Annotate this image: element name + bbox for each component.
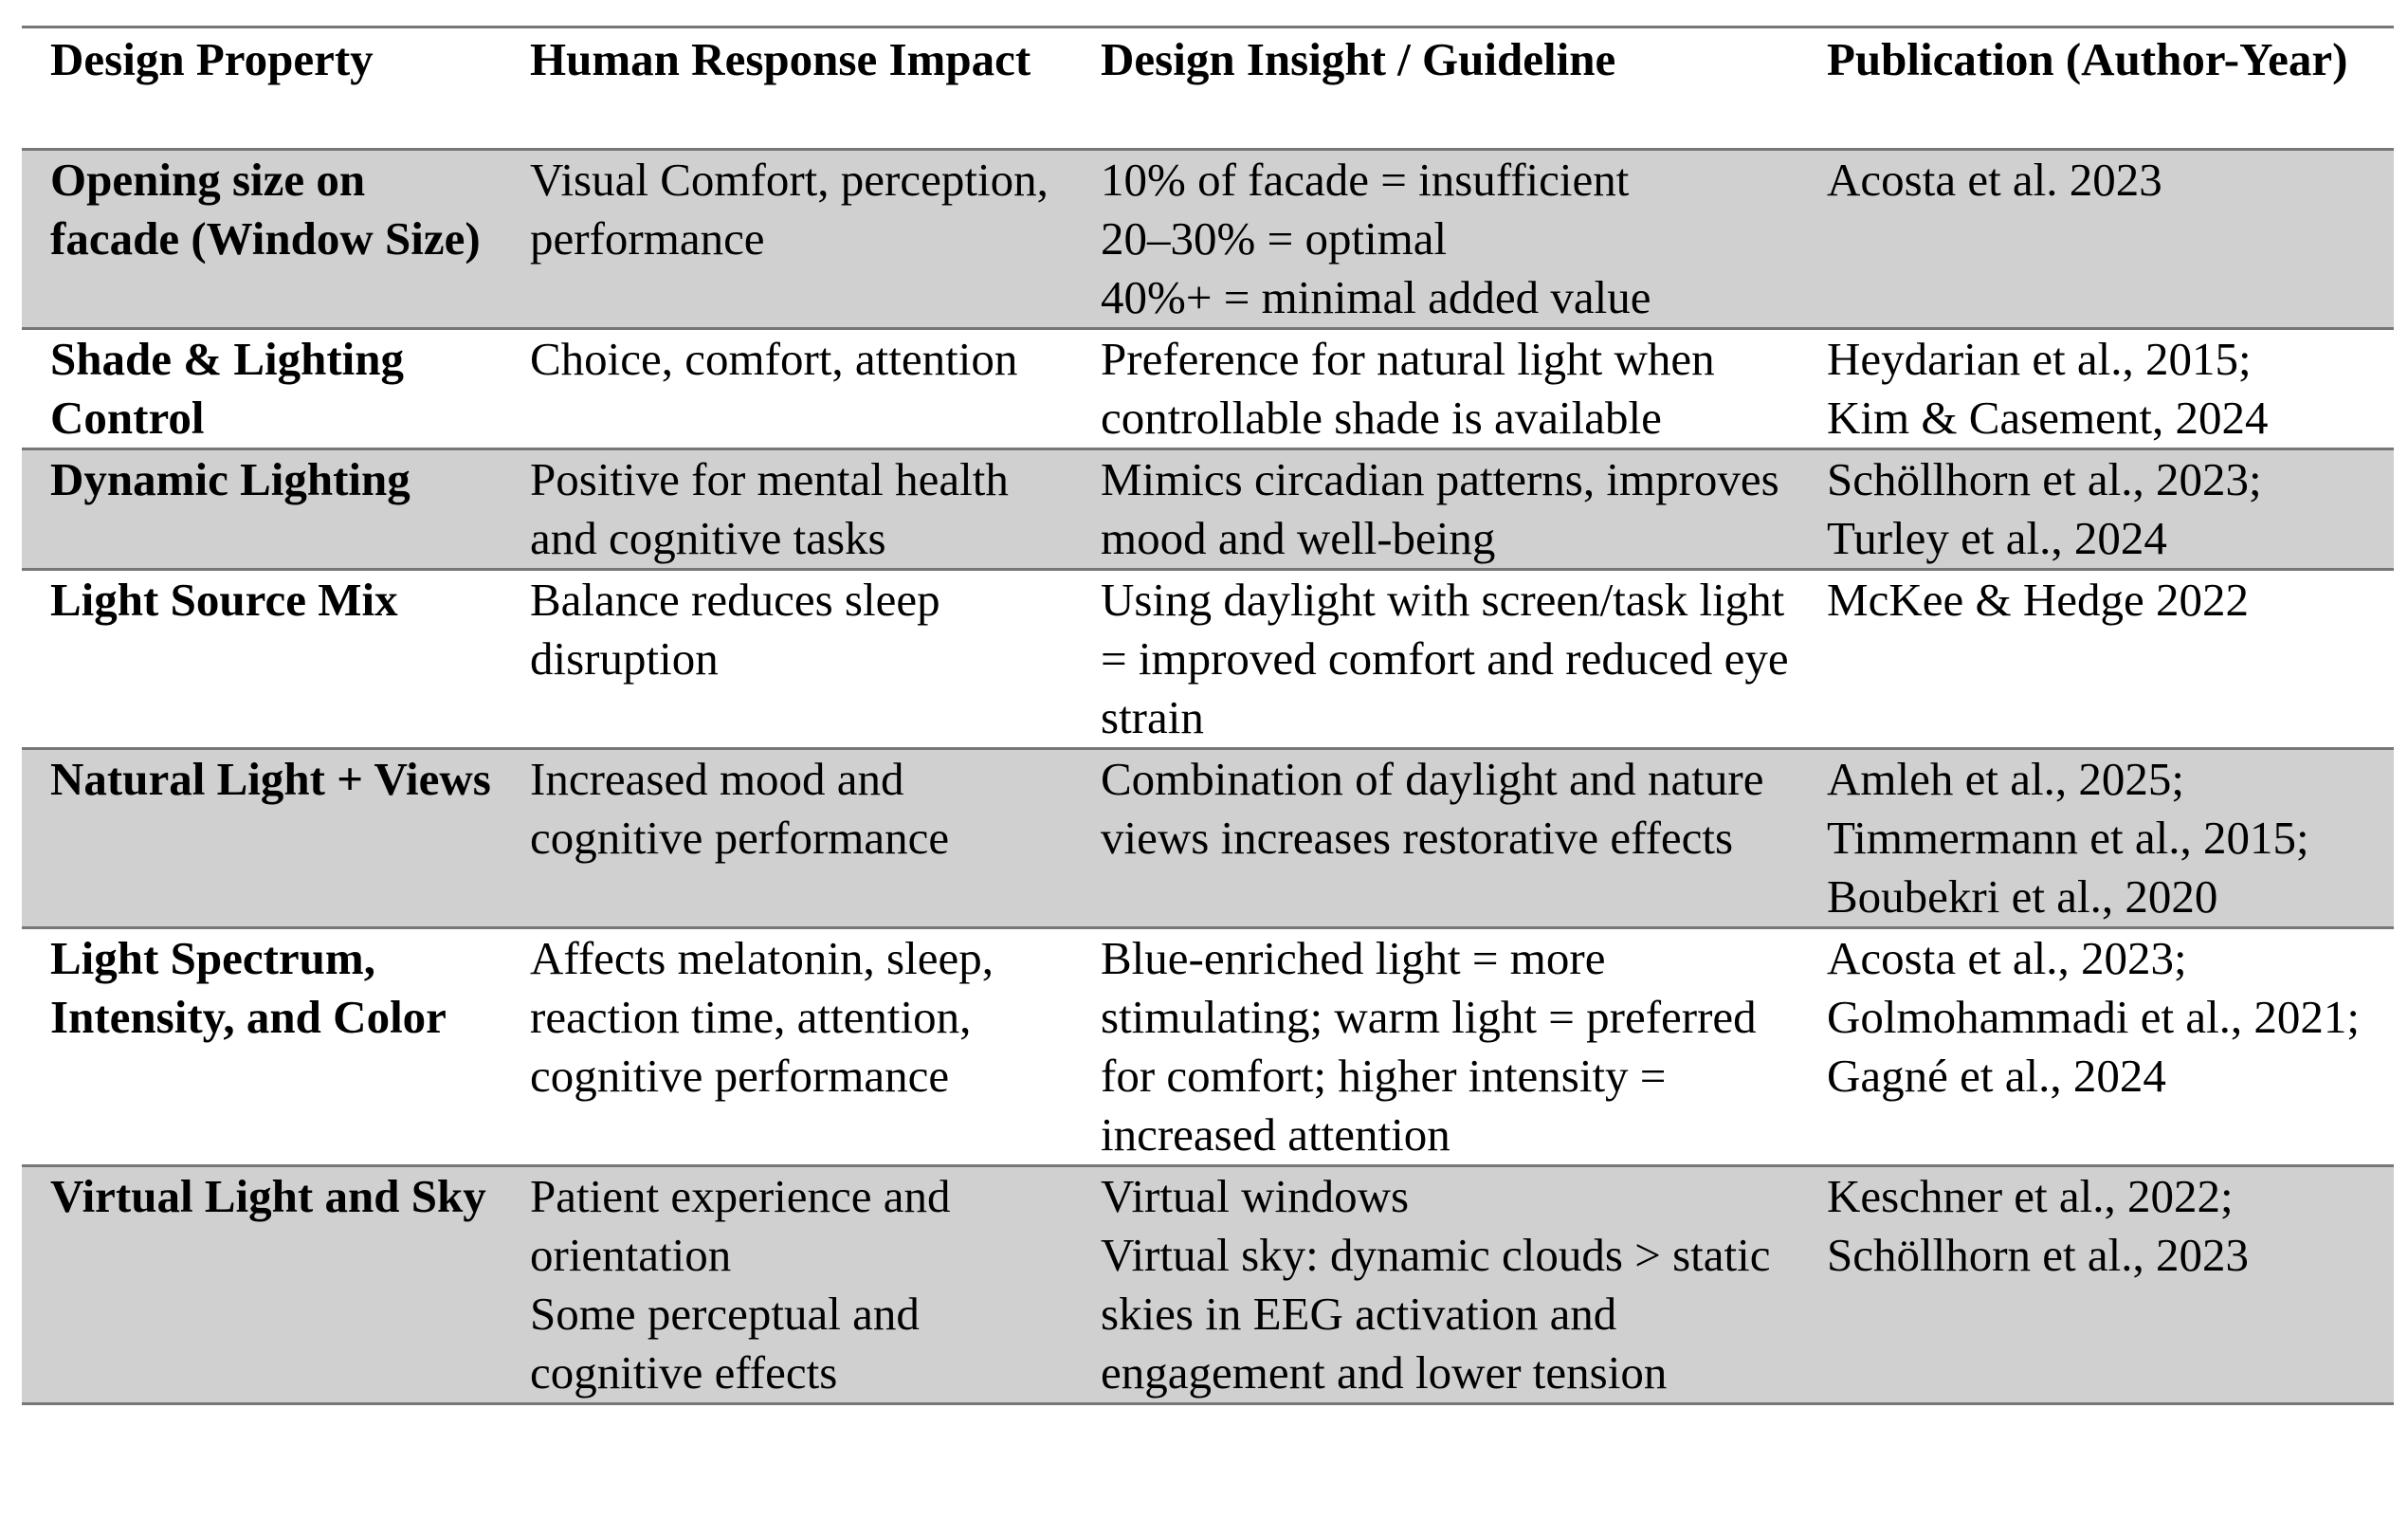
- cell-publication: Acosta et al., 2023; Golmohammadi et al., 2021; Gagné et al., 2024: [1827, 932, 2361, 1102]
- table-row: [22, 928, 2394, 1166]
- cell-design-property: Opening size on facade (Window Size): [50, 154, 481, 265]
- cell-design-property: Light Spectrum, Intensity, and Color: [50, 932, 447, 1043]
- cell-human-response-impact: Visual Comfort, perception, performance: [530, 154, 1049, 265]
- cell-human-response-impact: Positive for mental health and cognitive tasks: [530, 453, 1009, 564]
- header-row: [22, 27, 2394, 150]
- cell-publication: Heydarian et al., 2015; Kim & Casement, 2024: [1827, 333, 2269, 444]
- cell-publication: Schöllhorn et al., 2023; Turley et al., 2024: [1827, 453, 2262, 564]
- table-body: [22, 150, 2394, 1404]
- cell-design-insight: Blue-enriched light = more stimulating; warm light = preferred for comfort; higher intensity = increased attention: [1101, 932, 1757, 1161]
- cell-human-response-impact: Increased mood and cognitive performance: [530, 753, 950, 864]
- cell-design-insight: Combination of daylight and nature views increases restorative effects: [1101, 753, 1764, 864]
- cell-publication: Amleh et al., 2025; Timmermann et al., 2015; Boubekri et al., 2020: [1827, 753, 2309, 923]
- cell-design-property: Virtual Light and Sky: [50, 1170, 486, 1222]
- cell-publication: Keschner et al., 2022; Schöllhorn et al., 2023: [1827, 1170, 2250, 1281]
- cell-design-property: Light Source Mix: [50, 574, 398, 626]
- table-row: [22, 449, 2394, 570]
- table-row: [22, 570, 2394, 749]
- cell-human-response-impact: Affects melatonin, sleep, reaction time, attention, cognitive performance: [530, 932, 994, 1102]
- cell-design-insight: Mimics circadian patterns, improves mood and well-being: [1101, 453, 1779, 564]
- cell-human-response-impact: Balance reduces sleep disruption: [530, 574, 940, 685]
- table-row: [22, 749, 2394, 928]
- table-row: [22, 1166, 2394, 1404]
- header-publication: Publication (Author-Year): [1827, 33, 2348, 85]
- cell-publication: McKee & Hedge 2022: [1827, 574, 2249, 626]
- header-design-insight: Design Insight / Guideline: [1101, 33, 1616, 85]
- design-property-table-container: [22, 26, 2394, 1405]
- cell-design-insight: Using daylight with screen/task light = improved comfort and reduced eye strain: [1101, 574, 1789, 743]
- cell-design-insight: Virtual windows Virtual sky: dynamic clouds > static skies in EEG activation and engagement and lower tension: [1101, 1170, 1771, 1399]
- cell-design-insight: Preference for natural light when controllable shade is available: [1101, 333, 1715, 444]
- cell-design-insight: 10% of facade = insufficient 20–30% = optimal 40%+ = minimal added value: [1101, 154, 1651, 323]
- cell-publication: Acosta et al. 2023: [1827, 154, 2162, 206]
- design-property-table: [22, 26, 2394, 1405]
- table-row: [22, 329, 2394, 449]
- header-human-response-impact: Human Response Impact: [530, 33, 1031, 85]
- cell-human-response-impact: Choice, comfort, attention: [530, 333, 1018, 385]
- table-row: [22, 150, 2394, 329]
- cell-design-property: Shade & Lighting Control: [50, 333, 405, 444]
- cell-human-response-impact: Patient experience and orientation Some perceptual and cognitive effects: [530, 1170, 951, 1399]
- cell-design-property: Dynamic Lighting: [50, 453, 410, 505]
- header-design-property: Design Property: [50, 33, 374, 85]
- cell-design-property: Natural Light + Views: [50, 753, 491, 805]
- table-header: [22, 27, 2394, 150]
